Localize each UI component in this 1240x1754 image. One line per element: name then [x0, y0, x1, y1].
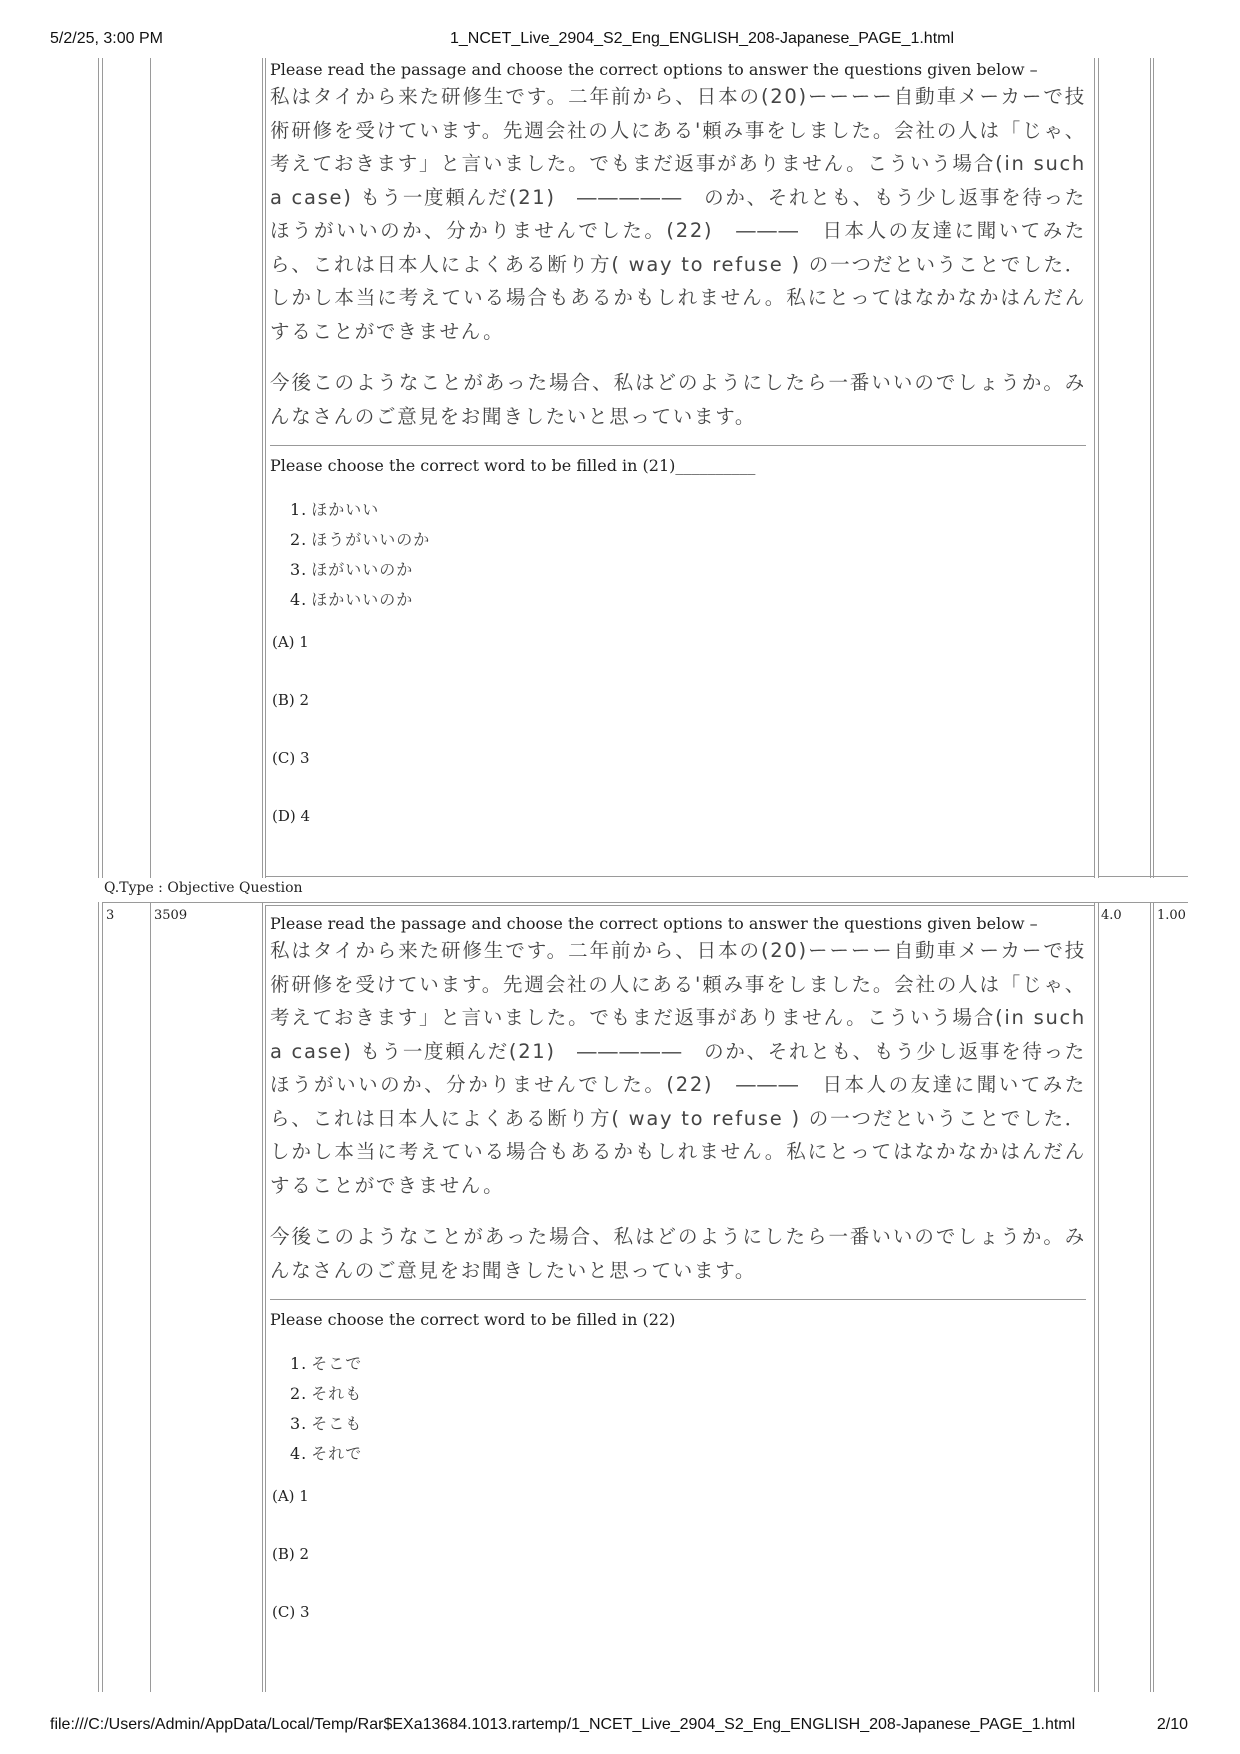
choice-item: 3. そこも: [290, 1414, 363, 1433]
passage-paragraph-1: 私はタイから来た研修生です。二年前から、日本の(20)ーーーー自動車メーカーで技術研修を受けています。先週会社の人にある'頼み事をしました。会社の人は「じゃ、考えておきます」と言いました。でもまだ返事がありません。こういう場合(in such a case) もう一度頼んだ(21) ――――― のか、それとも、もう少し返事を待ったほうがいいのか、分かりませんでした。(22) ――― 日本人の友達に聞いてみたら、これは日本人によくある断り方( way to refuse ) の一つだということでした．しかし本当に考えている場合もあるかもしれません。私にとってはなかなかはんだんすることができません。: [270, 939, 1086, 1197]
divider: [270, 1299, 1086, 1300]
question-instruction: Please read the passage and choose the correct options to answer the questions given below –: [270, 914, 1038, 933]
table-col-divider: [1153, 902, 1154, 1692]
choice-text: そこで: [311, 1354, 363, 1373]
answer-option-a: (A) 1: [272, 1487, 309, 1505]
choice-text: ほかいい: [311, 500, 380, 519]
answer-options: [272, 1487, 1086, 1661]
choice-text: ほがいいのか: [311, 560, 414, 579]
table-row-border: [265, 905, 1095, 906]
question-negative-marks: 1.00: [1157, 908, 1186, 923]
answer-option-b: (B) 2: [272, 1545, 310, 1563]
answer-option-a: (A) 1: [272, 633, 309, 651]
table-col-divider: [1098, 902, 1099, 1692]
question-content: [270, 914, 1086, 1661]
table-col-divider: [1150, 58, 1151, 878]
choice-item: 1. そこで: [290, 1354, 363, 1373]
answer-option-c: (C) 3: [272, 1603, 310, 1621]
question-id: 3509: [154, 908, 188, 923]
table-row-border: [102, 902, 1188, 903]
choice-text: それで: [311, 1444, 363, 1463]
table-col-divider: [1094, 902, 1095, 1692]
choice-item: 2. それも: [290, 1384, 363, 1403]
table-border-left-inner: [102, 58, 103, 878]
choice-list: [270, 495, 1086, 615]
choice-text: そこも: [311, 1414, 363, 1433]
passage-paragraph-1: 私はタイから来た研修生です。二年前から、日本の(20)ーーーー自動車メーカーで技術研修を受けています。先週会社の人にある'頼み事をしました。会社の人は「じゃ、考えておきます」と言いました。でもまだ返事がありません。こういう場合(in such a case) もう一度頼んだ(21) ――――― のか、それとも、もう少し返事を待ったほうがいいのか、分かりませんでした。(22) ――― 日本人の友達に聞いてみたら、これは日本人によくある断り方( way to refuse ) の一つだということでした．しかし本当に考えている場合もあるかもしれません。私にとってはなかなかはんだんすることができません。: [270, 85, 1086, 343]
question-type-label: Q.Type : Objective Question: [104, 880, 303, 896]
table-border-left-inner: [102, 902, 103, 1692]
print-page-number: 2/10: [1156, 1716, 1188, 1733]
choice-item: 4. それで: [290, 1444, 363, 1463]
table-col-divider: [1098, 58, 1099, 878]
table-row-border: [1098, 876, 1188, 877]
question-prev-content: [270, 60, 1086, 865]
choice-item: 3. ほがいいのか: [290, 560, 414, 579]
print-datetime: 5/2/25, 3:00 PM: [50, 30, 163, 47]
divider: [270, 445, 1086, 446]
answer-option-c: (C) 3: [272, 749, 310, 767]
table-border-left: [98, 902, 99, 1692]
choice-item: 1. ほかいい: [290, 500, 380, 519]
table-col-divider: [150, 58, 151, 878]
answer-option-b: (B) 2: [272, 691, 310, 709]
table-col-divider: [262, 902, 263, 1692]
answer-options: [272, 633, 1086, 865]
table-col-divider: [1150, 902, 1151, 1692]
passage-paragraph-2: 今後このようなことがあった場合、私はどのようにしたら一番いいのでしょうか。みんなさんのご意見をお聞きしたいと思っています。: [270, 371, 1086, 428]
table-col-divider: [265, 905, 266, 1692]
answer-option-d: (D) 4: [272, 807, 311, 825]
question-serial: 3: [106, 908, 115, 923]
choice-list: [270, 1349, 1086, 1469]
question-instruction: Please read the passage and choose the correct options to answer the questions given below –: [270, 60, 1038, 79]
table-col-divider: [150, 902, 151, 1692]
table-border-left: [98, 58, 99, 878]
question-prompt: Please choose the correct word to be filled in (21)__________: [270, 456, 756, 475]
choice-text: ほかいいのか: [311, 590, 414, 609]
passage-paragraph-2: 今後このようなことがあった場合、私はどのようにしたら一番いいのでしょうか。みんなさんのご意見をお聞きしたいと思っています。: [270, 1225, 1086, 1282]
table-row-border: [265, 876, 1095, 877]
choice-text: それも: [311, 1384, 363, 1403]
print-footer: [0, 1716, 1240, 1740]
table-col-divider: [1094, 58, 1095, 878]
print-header: [0, 30, 1240, 54]
table-col-divider: [265, 58, 266, 878]
choice-text: ほうがいいのか: [311, 530, 431, 549]
question-marks: 4.0: [1101, 908, 1122, 923]
table-col-divider: [262, 58, 263, 878]
print-doc-title: 1_NCET_Live_2904_S2_Eng_ENGLISH_208-Japanese_PAGE_1.html: [450, 30, 955, 47]
question-prompt: Please choose the correct word to be filled in (22): [270, 1310, 676, 1329]
choice-item: 2. ほうがいいのか: [290, 530, 431, 549]
choice-item: 4. ほかいいのか: [290, 590, 414, 609]
table-col-divider: [1153, 58, 1154, 878]
print-file-path: file:///C:/Users/Admin/AppData/Local/Temp/Rar$EXa13684.1013.rartemp/1_NCET_Live_2904_S2_Eng_ENGLISH_208-Japanese_PAGE_1.html: [50, 1716, 1076, 1733]
